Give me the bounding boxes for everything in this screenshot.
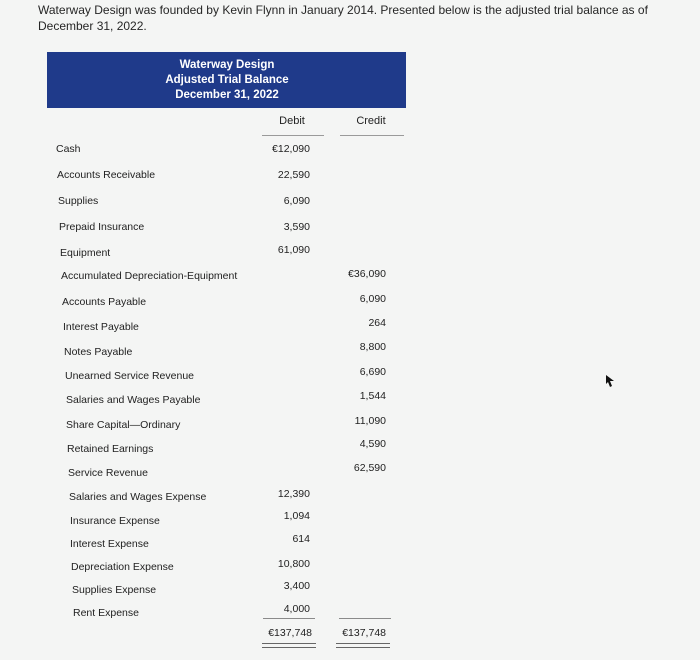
credit-column-header: Credit bbox=[356, 115, 386, 127]
account-name: Insurance Expense bbox=[70, 515, 160, 527]
account-name: Salaries and Wages Payable bbox=[66, 394, 201, 406]
credit-total: €137,748 bbox=[342, 627, 386, 639]
debit-column-header: Debit bbox=[279, 115, 305, 127]
account-name: Interest Payable bbox=[63, 321, 139, 333]
account-name: Cash bbox=[56, 143, 81, 155]
account-name: Unearned Service Revenue bbox=[65, 370, 194, 382]
account-name: Equipment bbox=[60, 247, 111, 259]
account-name: Retained Earnings bbox=[67, 443, 154, 455]
credit-total-rule bbox=[339, 618, 391, 619]
account-name: Supplies bbox=[58, 195, 99, 207]
account-name: Accounts Receivable bbox=[57, 169, 156, 181]
debit-amount: 1,094 bbox=[283, 510, 310, 522]
credit-amount: 11,090 bbox=[354, 415, 386, 427]
debit-amount: 3,400 bbox=[283, 580, 310, 592]
trial-balance-header bbox=[47, 52, 406, 108]
account-name: Notes Payable bbox=[64, 346, 133, 358]
debit-total: €137,748 bbox=[268, 627, 312, 639]
debit-amount: 4,000 bbox=[283, 603, 310, 615]
credit-header-rule bbox=[340, 135, 404, 136]
credit-double-underline bbox=[336, 643, 390, 648]
debit-amount: 10,800 bbox=[277, 558, 310, 570]
debit-amount: 22,590 bbox=[277, 169, 310, 181]
credit-amount: 1,544 bbox=[359, 390, 386, 402]
credit-amount: 8,800 bbox=[359, 341, 386, 353]
debit-amount: 12,390 bbox=[277, 488, 310, 500]
account-name: Depreciation Expense bbox=[71, 561, 174, 573]
credit-amount: 62,590 bbox=[353, 462, 386, 474]
debit-total-rule bbox=[263, 618, 315, 619]
debit-amount: 614 bbox=[292, 533, 310, 545]
debit-amount: 61,090 bbox=[277, 244, 310, 256]
credit-amount: 264 bbox=[368, 317, 386, 329]
debit-double-underline bbox=[262, 643, 316, 648]
debit-amount: 6,090 bbox=[283, 195, 310, 207]
credit-amount: 4,590 bbox=[359, 438, 386, 450]
intro-text: Waterway Design was founded by Kevin Flynn in January 2014. Presented below is the adjusted trial balance as of December 31, 2022. bbox=[38, 3, 648, 33]
account-name: Service Revenue bbox=[68, 467, 148, 479]
credit-amount: 6,690 bbox=[359, 366, 386, 378]
mouse-pointer-icon bbox=[604, 374, 616, 388]
statement-title: Adjusted Trial Balance bbox=[165, 74, 289, 86]
account-name: Salaries and Wages Expense bbox=[69, 491, 207, 503]
statement-date: December 31, 2022 bbox=[175, 89, 279, 101]
debit-amount: €12,090 bbox=[272, 143, 310, 155]
account-name: Share Capital—Ordinary bbox=[66, 419, 181, 431]
account-name: Accumulated Depreciation-Equipment bbox=[61, 270, 238, 282]
debit-header-rule bbox=[262, 135, 324, 136]
account-name: Accounts Payable bbox=[62, 296, 147, 308]
credit-amount: 6,090 bbox=[359, 293, 386, 305]
account-name: Interest Expense bbox=[70, 538, 149, 550]
credit-amount: €36,090 bbox=[348, 268, 386, 280]
company-name: Waterway Design bbox=[179, 59, 275, 71]
debit-amount: 3,590 bbox=[283, 221, 310, 233]
account-name: Prepaid Insurance bbox=[59, 221, 145, 233]
account-name: Rent Expense bbox=[73, 607, 139, 619]
account-name: Supplies Expense bbox=[72, 584, 157, 596]
